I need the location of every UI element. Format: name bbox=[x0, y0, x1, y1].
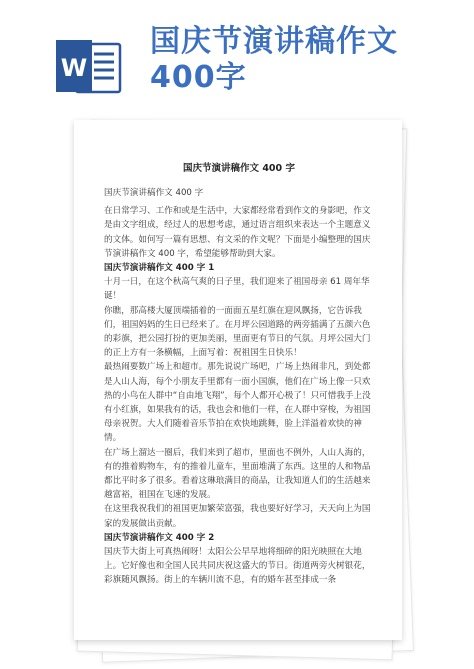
paragraph-3: 你瞧，那高楼大厦顶端插着的一面面五星红旗在迎风飘扬，它告诉我们，祖国妈妈的生日已经来了。在月坪公园道路的两旁插满了五颜六色的彩旗，把公园打扮的更加美丽，里面更有节日的气氛。月坪公园大门的正上方有一条横幅，上面写着：祝祖国生日快乐！ bbox=[104, 305, 371, 359]
section-heading-2: 国庆节演讲稿作文 400 字 2 bbox=[104, 532, 215, 543]
header-banner bbox=[0, 0, 474, 112]
paragraph-6: 在这里我祝我们的祖国更加繁荣富强，我也要好好学习，天天向上为国家的发展做出贡献。 bbox=[104, 504, 371, 529]
banner-title-line2: 400字 bbox=[150, 60, 247, 95]
word-doc-icon bbox=[56, 38, 126, 94]
document-content bbox=[104, 152, 374, 588]
word-letter: W bbox=[60, 54, 88, 82]
document-page bbox=[74, 120, 402, 640]
paragraph-5: 在广场上溜达一圈后，我们来到了超市，里面也不例外，人山人海的，有的推着购物车，有的推着儿童车，里面堆满了东西。这里的人和物品都比平时多了很多。看着这琳琅满目的商品，让我知道人们的生活越来越富裕，祖国在飞速的发展。 bbox=[104, 447, 371, 501]
banner-title bbox=[150, 24, 450, 96]
section-heading-1: 国庆节演讲稿作文 400 字 1 bbox=[104, 263, 215, 274]
paragraph-1: 在日常学习、工作和或是生活中，大家都经常看到作文的身影吧，作文是由文字组成，经过人的思想考虑，通过语言组织来表达一个主题意义的文体。如何写一篇有思想、有文采的作文呢？下面是小编整理的国庆节演讲稿作文 400 字，希望能够帮助到大家。 bbox=[104, 206, 371, 259]
banner-title-line1: 国庆节演讲稿作文 bbox=[150, 24, 398, 59]
paragraph-2: 十月一日，在这个秋高气爽的日子里，我们迎来了祖国母亲 61 周年华诞！ bbox=[104, 277, 370, 302]
paragraph-7: 国庆节大街上可真热闹呀！太阳公公早早地将细碎的阳光映照在大地上。它好像也和全国人民共同庆祝这盛大的节日。街道两旁火树银花，彩旗随风飘扬。街上的车辆川流不息，有的婚车甚至排成一条 bbox=[104, 547, 371, 586]
paragraph-4: 最热闹要数广场上和超市。那先说说广场吧，广场上热闹非凡，到处都是人山人海，每个小朋友手里都有一面小国旗，他们在广场上像一只欢热的小鸟在人群中“自由地飞翔”，每个人都开心极了！只可惜我手上没有小红旗，如果我有的话，我也会和他们一样，在人群中穿梭，为祖国母亲祝贺。大人们随着音乐节拍在欢快地跳舞，脸上洋溢着欢快的神情。 bbox=[104, 362, 371, 444]
document-title: 国庆节演讲稿作文 400 字 bbox=[183, 163, 295, 174]
intro-line: 国庆节演讲稿作文 400 字 bbox=[104, 188, 204, 198]
